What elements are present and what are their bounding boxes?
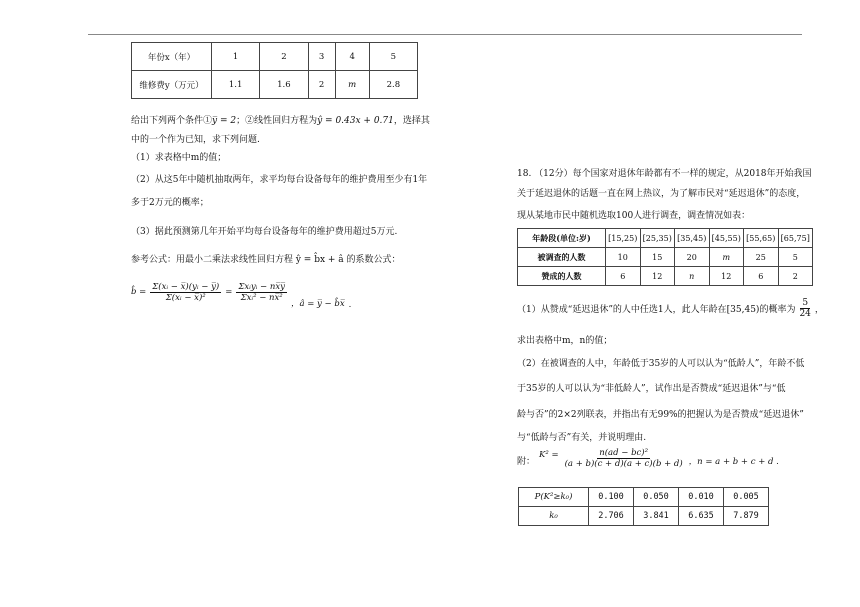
problem-18-line-1: 18. （12分）每个国家对退休年龄都有不一样的规定，从2018年开始我国 [517,169,812,179]
denominator: (a + b)(c + d)(a + c)(b + d) [564,459,683,469]
table-cell: [65,75] [778,229,813,248]
table-cell: [45,55) [709,229,744,248]
table-row [519,507,769,526]
question-2a: （2）在被调查的人中，年龄低于35岁的人可以认为“低龄人”，年龄不低 [517,359,805,369]
numerator: n(ad − bc)² [599,448,649,458]
appendix-label: 附： [517,457,536,467]
table-cell: 年份x（年） [132,43,212,71]
numerator: Σ(xᵢ − x̅)(yᵢ − y̅) [152,281,220,292]
table-cell: 0.005 [724,488,769,507]
k2-label: K² = [539,450,559,460]
table-cell: 2.706 [589,507,634,526]
table-cell: 15 [640,248,675,267]
table-cell: 0.100 [589,488,634,507]
comma: ， [814,305,824,315]
table-row [518,267,813,286]
table-cell: 3 [308,43,335,71]
table-cell: 6 [606,267,641,286]
table-cell: 1 [212,43,260,71]
table-cell: 5 [369,43,417,71]
question-2c: 龄与否”的2×2列联表，并指出有无99%的把握认为是否赞成“延迟退休” [517,410,804,420]
question-1: （1）求表格中m的值； [131,153,227,163]
table-cell: 2 [778,267,813,286]
probability-fraction [797,298,812,319]
b-hat-label: b̂ = [131,287,147,297]
table-row [132,43,418,71]
table-row [518,248,813,267]
denominator: Σxᵢ² − nx̅² [240,292,283,303]
table-row [132,71,418,99]
table-cell: k₀ [519,507,589,526]
table-cell: 20 [675,248,710,267]
table-row [519,488,769,507]
table-cell: [25,35) [640,229,675,248]
question-1-text: （1）从赞成“延迟退休”的人中任选1人，此人年龄在[35,45)的概率为 [517,305,796,315]
ybar-formula: y̅ = 2 [212,116,237,126]
question-2a: （2）从这5年中随机抽取两年，求平均每台设备每年的维护费用至少有1年 [131,175,428,185]
question-2b: 多于2万元的概率； [131,198,209,208]
table-cell: 3.841 [634,507,679,526]
conditions-text: 给出下列两个条件① [131,116,213,126]
maintenance-table [131,42,418,99]
table-cell: 2.8 [369,71,417,99]
table-cell: 25 [744,248,779,267]
question-2b: 于35岁的人可以认为“非低龄人”，试作出是否赞成“延迟退休”与“低 [517,384,786,394]
equals-sign: = [225,287,233,297]
question-3: （3）据此预测第几年开始平均每台设备每年的维护费用超过5万元. [131,227,398,237]
table-cell: [55,65) [744,229,779,248]
table-cell: 6.635 [679,507,724,526]
table-cell: 0.050 [634,488,679,507]
a-hat-formula: ，â = y̅ − b̂x̅ [290,299,345,309]
fraction [236,282,287,303]
table-cell: 10 [606,248,641,267]
table-cell: [15,25) [606,229,641,248]
table-cell: 维修费y（万元） [132,71,212,99]
question-1b: 求出表格中m，n的值； [517,336,613,346]
table-cell: 1.6 [260,71,308,99]
numerator: 5 [802,298,809,308]
fraction [150,282,221,303]
table-cell: [35,45) [675,229,710,248]
header-rule [88,34,802,35]
n-definition: ，n = a + b + c + d . [688,457,779,467]
k2-formula-line [517,448,779,469]
reference-formula-intro: 参考公式：用最小二乘法求线性回归方程 ŷ = b̂x + â 的系数公式： [131,255,401,265]
table-cell: 年龄段(单位:岁) [518,229,606,248]
conditions-line-2: 中的一个作为已知，求下列问题. [131,135,260,145]
critical-value-table [518,487,769,526]
denominator: Σ(xᵢ − x̅)² [165,292,206,303]
table-cell: 5 [778,248,813,267]
table-cell: 赞成的人数 [518,267,606,286]
denominator: 24 [799,309,811,319]
table-cell: n [675,267,710,286]
table-cell: 0.010 [679,488,724,507]
numerator: Σxᵢyᵢ − nx̅y̅ [238,281,285,292]
problem-18-line-3: 现从某地市民中随机选取100人进行调查，调查情况如表： [517,211,751,221]
problem-18-line-2: 关于延迟退休的话题一直在网上热议，为了解市民对“延迟退休”的态度， [517,189,806,199]
table-cell: m [335,71,369,99]
table-cell: m [709,248,744,267]
table-cell: 12 [709,267,744,286]
table-cell: 4 [335,43,369,71]
k2-fraction [563,448,685,469]
table-cell: 1.1 [212,71,260,99]
question-1-line [517,298,824,319]
table-cell: P(K²≥k₀) [519,488,589,507]
conditions-text: ，选择其 [393,116,430,126]
table-cell: 2 [308,71,335,99]
period: . [348,300,352,310]
regression-equation: ŷ = 0.43x + 0.71 [317,116,394,126]
conditions-text: ；②线性回归方程为 [236,116,318,126]
table-cell: 2 [260,43,308,71]
table-cell: 12 [640,267,675,286]
table-cell: 7.879 [724,507,769,526]
table-row [518,229,813,248]
conditions-line [131,113,430,126]
survey-table [517,228,813,286]
table-cell: 被调查的人数 [518,248,606,267]
table-cell: 6 [744,267,779,286]
b-hat-formula [131,274,351,310]
question-2d: 与“低龄与否”有关，并说明理由. [517,433,647,443]
